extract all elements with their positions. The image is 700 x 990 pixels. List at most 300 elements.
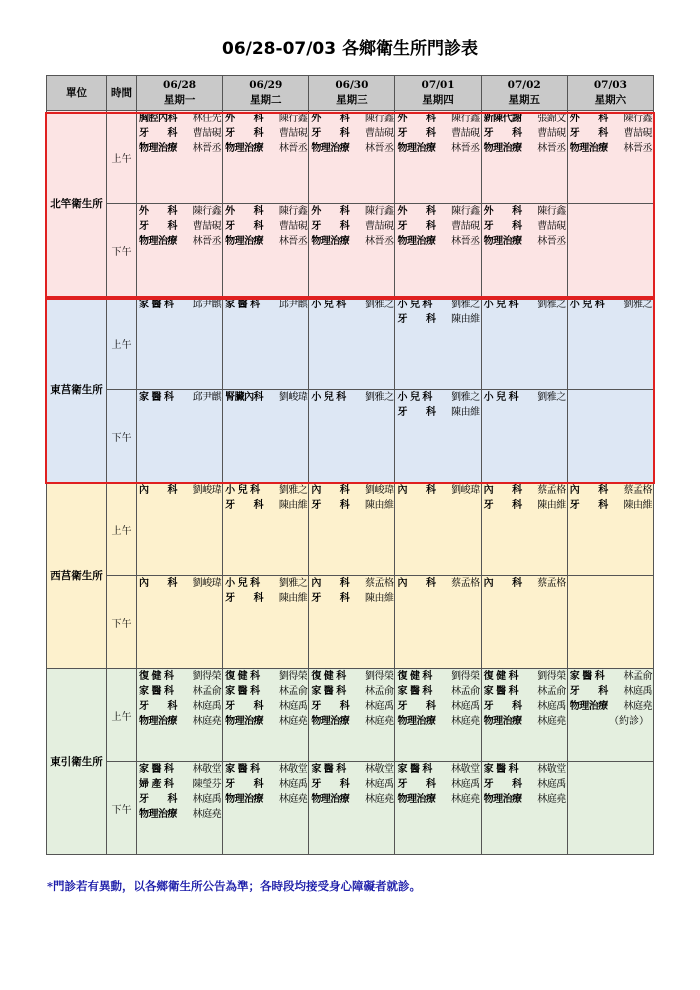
clinic-schedule-table — [46, 75, 654, 855]
department-name: 物理治療 — [139, 716, 177, 727]
schedule-cell — [567, 483, 653, 576]
clinic-entry — [309, 111, 394, 126]
doctor-name: 陳行鑫 — [537, 206, 566, 217]
department-name: 腎臟內科 — [225, 392, 264, 403]
doctor-name: 陳由維 — [364, 500, 394, 511]
department-name: 復 健 科 — [483, 671, 519, 682]
date-label: 06/29 — [249, 79, 283, 91]
doctor-name: 林孟俞 — [278, 686, 308, 697]
weekday-label: 星期四 — [422, 94, 454, 106]
clinic-entry — [482, 792, 567, 807]
header-row — [47, 76, 654, 111]
doctor-name: 邱尹麒 — [192, 392, 222, 403]
department-name: 牙 科 — [139, 794, 177, 805]
clinic-entry — [482, 699, 567, 714]
clinic-entry — [309, 576, 394, 591]
doctor-name: 林晉丞 — [278, 143, 308, 154]
department-name: 內 科 — [139, 485, 177, 496]
doctor-name: 林晉丞 — [537, 236, 566, 247]
department-name: 小 兒 科 — [311, 392, 346, 403]
doctor-name: 陳行鑫 — [278, 113, 308, 124]
department-name: 家 醫 科 — [139, 392, 174, 403]
clinic-entry — [223, 792, 308, 807]
schedule-cell — [395, 297, 481, 390]
department-name: 婦 產 科 — [139, 779, 174, 790]
weekday-label: 星期三 — [336, 94, 368, 106]
schedule-cell — [223, 669, 309, 762]
clinic-entry — [395, 297, 480, 312]
clinic-entry — [395, 126, 480, 141]
doctor-name: 林敬堂 — [192, 764, 222, 775]
department-name: 牙 科 — [311, 128, 350, 139]
department-name: 新陳代謝 — [483, 113, 522, 124]
doctor-name: 林晉丞 — [451, 236, 480, 247]
doctor-name: 劉雅之 — [278, 578, 308, 589]
doctor-name: 林庭堯 — [451, 794, 480, 805]
doctor-name: 林晉丞 — [278, 236, 308, 247]
doctor-name: 陳行鑫 — [364, 206, 394, 217]
doctor-name: 林孟俞 — [623, 671, 652, 682]
schedule-cell — [481, 297, 567, 390]
schedule-cell — [567, 297, 653, 390]
department-name: 內 科 — [483, 485, 522, 496]
doctor-name: 劉得榮 — [451, 671, 480, 682]
clinic-entry — [395, 234, 480, 249]
department-name: 復 健 科 — [397, 671, 432, 682]
doctor-name: 林庭禹 — [278, 779, 308, 790]
clinic-entry — [482, 684, 567, 699]
clinic-entry — [482, 126, 567, 141]
clinic-entry — [137, 111, 222, 126]
doctor-name: 劉峻瑋 — [451, 485, 480, 496]
clinic-entry — [223, 714, 308, 729]
department-name: 小 兒 科 — [483, 392, 519, 403]
doctor-name: 劉雅之 — [364, 392, 394, 403]
doctor-name: 劉雅之 — [278, 485, 308, 496]
schedule-row-pm — [47, 576, 654, 669]
department-name: 牙 科 — [225, 128, 264, 139]
clinic-entry — [482, 483, 567, 498]
doctor-name: 林孟俞 — [451, 686, 480, 697]
department-name: 小 兒 科 — [225, 485, 260, 496]
department-name: 牙 科 — [397, 779, 436, 790]
department-name: 小 兒 科 — [311, 299, 346, 310]
doctor-name: 林晉丞 — [364, 236, 394, 247]
clinic-entry — [395, 762, 480, 777]
department-name: 牙 科 — [397, 128, 436, 139]
department-name: 內 科 — [139, 578, 177, 589]
department-name: 小 兒 科 — [569, 299, 605, 310]
schedule-cell — [137, 111, 223, 204]
department-name: 家 醫 科 — [225, 299, 260, 310]
time-slot-label: 下午 — [107, 576, 137, 669]
department-name: 牙 科 — [569, 500, 608, 511]
doctor-name: 林庭堯 — [451, 716, 480, 727]
department-name: 牙 科 — [569, 686, 608, 697]
time-slot-label: 上午 — [107, 483, 137, 576]
time-slot-label: 上午 — [107, 297, 137, 390]
clinic-entry — [137, 714, 222, 729]
department-name: 外 科 — [397, 206, 436, 217]
clinic-entry — [568, 111, 653, 126]
clinic-entry — [223, 762, 308, 777]
doctor-name: 劉得榮 — [278, 671, 308, 682]
doctor-name: 陳行鑫 — [278, 206, 308, 217]
doctor-name: 曹喆硯 — [364, 128, 394, 139]
time-slot-label: 下午 — [107, 390, 137, 483]
clinic-entry — [309, 777, 394, 792]
date-label: 07/03 — [593, 79, 627, 91]
department-name: 牙 科 — [483, 701, 522, 712]
department-name: 物理治療 — [139, 809, 177, 820]
doctor-name: 曹喆硯 — [278, 221, 308, 232]
schedule-cell — [395, 204, 481, 297]
doctor-name: 劉峻瑋 — [192, 578, 222, 589]
department-name: 牙 科 — [397, 314, 436, 325]
department-name: 外 科 — [311, 206, 350, 217]
department-name: 物理治療 — [225, 794, 264, 805]
schedule-cell — [137, 762, 223, 855]
doctor-name: 林庭禹 — [623, 686, 652, 697]
doctor-name: 劉得榮 — [364, 671, 394, 682]
doctor-name: 林庭堯 — [192, 716, 222, 727]
doctor-name: 林庭禹 — [192, 794, 222, 805]
doctor-name: 林庭堯 — [192, 809, 222, 820]
doctor-name: 林庭禹 — [451, 701, 480, 712]
clinic-entry — [568, 141, 653, 156]
department-name: 牙 科 — [483, 779, 522, 790]
department-name: 復 健 科 — [311, 671, 346, 682]
doctor-name: 陳由維 — [451, 314, 480, 325]
clinic-entry — [309, 498, 394, 513]
schedule-cell — [137, 483, 223, 576]
doctor-name: 蔡孟格 — [537, 578, 566, 589]
doctor-name: 林庭禹 — [537, 701, 566, 712]
clinic-entry — [137, 684, 222, 699]
department-name: 物理治療 — [225, 143, 264, 154]
department-name: 外 科 — [225, 113, 264, 124]
clinic-entry — [223, 498, 308, 513]
clinic-entry — [482, 714, 567, 729]
department-name: 內 科 — [483, 578, 522, 589]
schedule-cell — [481, 669, 567, 762]
schedule-cell — [137, 390, 223, 483]
schedule-cell — [481, 762, 567, 855]
schedule-cell — [567, 669, 653, 762]
department-name: 牙 科 — [483, 500, 522, 511]
department-name: 物理治療 — [397, 716, 436, 727]
department-name: 物理治療 — [483, 236, 522, 247]
department-name: 牙 科 — [397, 407, 436, 418]
doctor-name: 林庭堯 — [537, 794, 566, 805]
schedule-cell — [481, 111, 567, 204]
department-name: 胸腔內科 — [139, 113, 177, 124]
department-name: 物理治療 — [311, 236, 350, 247]
clinic-entry — [568, 126, 653, 141]
doctor-name: 曹喆硯 — [451, 128, 480, 139]
doctor-name: 邱尹麒 — [278, 299, 308, 310]
schedule-cell — [137, 576, 223, 669]
clinic-entry — [309, 126, 394, 141]
date-label: 07/02 — [507, 79, 541, 91]
weekday-label: 星期六 — [594, 94, 627, 106]
doctor-name: 陳瑩芬 — [192, 779, 222, 790]
department-name: 物理治療 — [397, 236, 436, 247]
doctor-name: 林庭禹 — [537, 779, 566, 790]
doctor-name: 林敬堂 — [364, 764, 394, 775]
department-name: 物理治療 — [225, 236, 264, 247]
clinic-entry — [309, 141, 394, 156]
clinic-entry — [137, 669, 222, 684]
date-label: 07/01 — [421, 79, 455, 91]
clinic-entry — [223, 297, 308, 312]
doctor-name: 張錦文 — [537, 113, 566, 124]
doctor-name: 劉雅之 — [537, 392, 566, 403]
doctor-name: 曹喆硯 — [537, 221, 566, 232]
doctor-name: 劉雅之 — [451, 299, 480, 310]
clinic-entry — [137, 777, 222, 792]
doctor-name: 曹喆硯 — [537, 128, 566, 139]
department-name: 物理治療 — [225, 716, 264, 727]
department-name: 牙 科 — [311, 701, 350, 712]
schedule-cell — [137, 669, 223, 762]
clinic-entry — [309, 219, 394, 234]
department-name: 牙 科 — [225, 593, 264, 604]
clinic-entry — [223, 141, 308, 156]
clinic-entry — [223, 219, 308, 234]
schedule-cell — [137, 204, 223, 297]
clinic-entry — [223, 591, 308, 606]
department-name: 外 科 — [311, 113, 350, 124]
doctor-name: 蔡孟格 — [537, 485, 566, 496]
schedule-cell — [223, 576, 309, 669]
clinic-entry — [137, 297, 222, 312]
department-name: 外 科 — [139, 206, 177, 217]
department-name: 外 科 — [569, 113, 608, 124]
doctor-name: 林庭堯 — [278, 716, 308, 727]
schedule-cell — [395, 762, 481, 855]
schedule-cell — [309, 762, 395, 855]
clinic-entry — [482, 219, 567, 234]
doctor-name: 劉得榮 — [537, 671, 566, 682]
department-name: 外 科 — [225, 206, 264, 217]
doctor-name: 曹喆硯 — [364, 221, 394, 232]
clinic-entry — [568, 498, 653, 513]
doctor-name: 林庭堯 — [278, 794, 308, 805]
clinic-entry — [568, 483, 653, 498]
doctor-name: 林晉丞 — [537, 143, 566, 154]
time-slot-label: 上午 — [107, 669, 137, 762]
clinic-entry — [568, 669, 653, 684]
doctor-name: 劉雅之 — [451, 392, 480, 403]
doctor-name: 曹喆硯 — [623, 128, 652, 139]
day-header-0629 — [223, 76, 309, 111]
schedule-cell — [395, 576, 481, 669]
schedule-row-pm — [47, 762, 654, 855]
department-name: 家 醫 科 — [225, 686, 260, 697]
schedule-cell — [309, 390, 395, 483]
clinic-entry — [223, 483, 308, 498]
unit-name: 西莒衛生所 — [47, 483, 107, 669]
doctor-name: 陳行鑫 — [623, 113, 652, 124]
department-name: 家 醫 科 — [311, 686, 346, 697]
clinic-entry — [395, 405, 480, 420]
schedule-cell — [309, 669, 395, 762]
weekday-label: 星期二 — [249, 94, 282, 106]
department-name: 物理治療 — [311, 794, 350, 805]
doctor-name: 曹喆硯 — [192, 128, 222, 139]
unit-name: 東引衛生所 — [47, 669, 107, 855]
weekday-label: 星期一 — [163, 94, 196, 106]
schedule-cell — [309, 576, 395, 669]
schedule-row-am — [47, 669, 654, 762]
department-name: 復 健 科 — [139, 671, 174, 682]
weekday-label: 星期五 — [508, 94, 540, 106]
department-name: 物理治療 — [311, 716, 350, 727]
clinic-entry — [223, 576, 308, 591]
doctor-name: 劉峻瑋 — [364, 485, 394, 496]
department-name: 牙 科 — [397, 221, 436, 232]
doctor-name: 林庭禹 — [278, 701, 308, 712]
department-name: 復 健 科 — [225, 671, 260, 682]
schedule-cell — [223, 390, 309, 483]
doctor-name: 陳由維 — [278, 593, 308, 604]
clinic-entry — [395, 204, 480, 219]
clinic-entry — [482, 111, 567, 126]
department-name: 牙 科 — [225, 500, 264, 511]
department-name: 內 科 — [397, 485, 436, 496]
unit-name: 北竿衛生所 — [47, 111, 107, 297]
department-name: 小 兒 科 — [397, 299, 432, 310]
clinic-entry — [137, 807, 222, 822]
clinic-entry — [137, 762, 222, 777]
schedule-cell — [395, 483, 481, 576]
clinic-entry — [223, 699, 308, 714]
clinic-entry — [395, 219, 480, 234]
clinic-entry — [482, 669, 567, 684]
department-name: 家 醫 科 — [397, 764, 432, 775]
clinic-entry — [309, 714, 394, 729]
schedule-cell — [309, 297, 395, 390]
clinic-entry — [309, 297, 394, 312]
doctor-name: 邱尹麒 — [192, 299, 222, 310]
doctor-name: 林孟俞 — [537, 686, 566, 697]
schedule-row-pm — [47, 390, 654, 483]
doctor-name: 陳由維 — [278, 500, 308, 511]
clinic-entry — [137, 234, 222, 249]
doctor-name: 陳行鑫 — [451, 206, 480, 217]
department-name: 外 科 — [483, 206, 522, 217]
doctor-name: 林庭禹 — [364, 701, 394, 712]
clinic-entry — [395, 699, 480, 714]
day-header-0703 — [567, 76, 653, 111]
clinic-entry — [568, 297, 653, 312]
department-name: 牙 科 — [397, 701, 436, 712]
doctor-name: 陳由維 — [364, 593, 394, 604]
clinic-entry — [395, 390, 480, 405]
department-name: 牙 科 — [139, 128, 177, 139]
clinic-entry — [395, 111, 480, 126]
clinic-entry — [482, 141, 567, 156]
unit-column-header: 單位 — [47, 76, 107, 111]
schedule-row-pm — [47, 204, 654, 297]
time-slot-label: 上午 — [107, 111, 137, 204]
schedule-cell — [481, 204, 567, 297]
clinic-entry — [568, 699, 653, 714]
clinic-entry — [482, 498, 567, 513]
schedule-cell — [481, 390, 567, 483]
clinic-entry — [482, 777, 567, 792]
clinic-entry — [223, 684, 308, 699]
clinic-entry — [482, 762, 567, 777]
clinic-entry — [137, 204, 222, 219]
schedule-cell — [395, 390, 481, 483]
footer-note: *門診若有異動，以各鄉衛生所公告為準；各時段均接受身心障礙者就診。 — [47, 879, 422, 893]
doctor-name: 劉得榮 — [192, 671, 222, 682]
doctor-name: 曹喆硯 — [451, 221, 480, 232]
page-title: 06/28-07/03 各鄉衛生所門診表 — [221, 39, 479, 59]
doctor-name: 陳由維 — [623, 500, 652, 511]
department-name: 牙 科 — [311, 500, 350, 511]
doctor-name: 林晉丞 — [192, 143, 222, 154]
schedule-cell — [223, 204, 309, 297]
doctor-name: 林孟俞 — [364, 686, 394, 697]
doctor-name: 林庭禹 — [451, 779, 480, 790]
doctor-name: 蔡孟格 — [451, 578, 480, 589]
clinic-entry — [482, 390, 567, 405]
doctor-name: 劉峻瑋 — [192, 485, 222, 496]
clinic-entry — [395, 684, 480, 699]
clinic-entry — [223, 126, 308, 141]
doctor-name: 曹喆硯 — [192, 221, 222, 232]
clinic-entry — [395, 576, 480, 591]
clinic-entry — [137, 576, 222, 591]
schedule-cell — [395, 111, 481, 204]
clinic-entry — [309, 204, 394, 219]
doctor-name: 林庭堯 — [537, 716, 566, 727]
department-name: 物理治療 — [397, 794, 436, 805]
clinic-entry — [309, 669, 394, 684]
time-slot-label: 下午 — [107, 204, 137, 297]
schedule-cell — [223, 483, 309, 576]
department-name: 外 科 — [397, 113, 436, 124]
schedule-cell — [567, 204, 653, 297]
department-name: 家 醫 科 — [397, 686, 432, 697]
department-name: 家 醫 科 — [139, 764, 174, 775]
doctor-name: 曹喆硯 — [278, 128, 308, 139]
clinic-entry — [309, 684, 394, 699]
schedule-cell — [567, 111, 653, 204]
clinic-entry — [137, 699, 222, 714]
doctor-name: 林敬堂 — [278, 764, 308, 775]
department-name: 牙 科 — [225, 221, 264, 232]
department-name: 小 兒 科 — [397, 392, 432, 403]
schedule-cell — [309, 204, 395, 297]
schedule-row-am — [47, 297, 654, 390]
department-name: 物理治療 — [139, 236, 177, 247]
doctor-name: 蔡孟格 — [364, 578, 394, 589]
department-name: 牙 科 — [225, 779, 264, 790]
schedule-row-am — [47, 483, 654, 576]
clinic-entry — [309, 234, 394, 249]
doctor-name: 劉雅之 — [364, 299, 394, 310]
doctor-name: 林庭堯 — [364, 794, 394, 805]
doctor-name: 陳由維 — [537, 500, 566, 511]
doctor-name: 陳行鑫 — [364, 113, 394, 124]
department-name: 牙 科 — [225, 701, 264, 712]
department-name: 牙 科 — [139, 701, 177, 712]
doctor-name: 林晉丞 — [451, 143, 480, 154]
